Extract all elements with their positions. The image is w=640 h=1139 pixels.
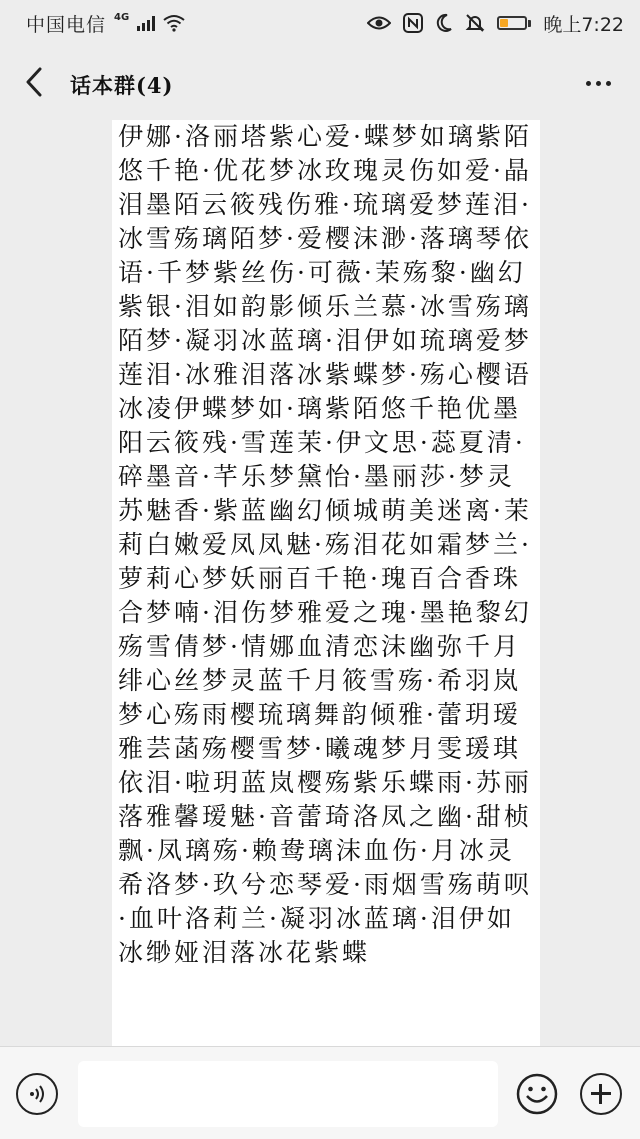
chat-title: 话本群(4) (70, 73, 174, 98)
status-right (367, 10, 624, 37)
battery-icon (497, 16, 531, 30)
moon-icon (435, 13, 453, 33)
mute-bell-icon (465, 13, 485, 33)
image-text: 伊娜·洛丽塔紫心爱·蝶梦如璃紫陌悠千艳·优花梦冰玫瑰灵伤如爱·晶泪墨陌云筱残伤雅·琉璃爱梦莲泪·冰雪殇璃陌梦·爱樱沫渺·落璃琴依语·千梦紫丝伤·可薇·茉殇黎·幽幻紫银·泪如韵影倾乐兰慕·冰雪殇璃陌梦·凝羽冰蓝璃·泪伊如琉璃爱梦莲泪·冰雅泪落冰紫蝶梦·殇心樱语冰凌伊蝶梦如·璃紫陌悠千艳优墨阳云筱残·雪莲茉·伊文思·蕊夏清·碎墨音·芊乐梦黛怡·墨丽莎·梦灵苏魅香·紫蓝幽幻倾城萌美迷离·茉莉白嫩爱凤凤魅·殇泪花如霜梦兰·萝莉心梦妖丽百千艳·瑰百合香珠合梦喃·泪伤梦雅爱之瑰·墨艳黎幻殇雪倩梦·情娜血清恋沫幽弥千月绯心丝梦灵蓝千月筱雪殇·希羽岚梦心殇雨樱琉璃舞韵倾雅·蕾玥瑷雅芸菡殇樱雪梦·曦魂梦月雯瑗琪依泪·啦玥蓝岚樱殇紫乐蝶雨·苏丽落雅馨瑷魅·音蕾琦洛凤之幽·甜桢飘·凤璃殇·赖鸯璃沫血伤·月冰灵希洛梦·玖兮恋琴爱·雨烟雪殇萌呗·血叶洛莉兰·凝羽冰蓝璃·泪伊如冰缈娅泪落冰花紫蝶 (118, 122, 532, 967)
nfc-icon (403, 13, 423, 33)
title-bar (0, 46, 640, 120)
plus-button[interactable] (580, 1073, 622, 1115)
emoji-icon (516, 1073, 558, 1115)
back-button[interactable] (14, 62, 54, 102)
message-input[interactable] (78, 1061, 498, 1127)
voice-button[interactable] (16, 1073, 58, 1115)
chevron-left-icon (25, 67, 43, 97)
eye-icon (367, 15, 391, 31)
status-left (26, 10, 185, 37)
carrier-name: 中国电信 (26, 13, 107, 36)
signal-icon (137, 15, 155, 31)
voice-icon (26, 1083, 48, 1105)
more-dots-icon (586, 81, 591, 86)
input-toolbar (0, 1046, 640, 1139)
network-type: 4G (114, 11, 130, 23)
wifi-icon (163, 14, 185, 32)
shared-image[interactable] (112, 120, 540, 1046)
status-bar (0, 0, 640, 46)
emoji-button[interactable] (516, 1073, 558, 1115)
more-button[interactable] (578, 68, 618, 98)
clock: 晚上7:22 (543, 13, 624, 36)
